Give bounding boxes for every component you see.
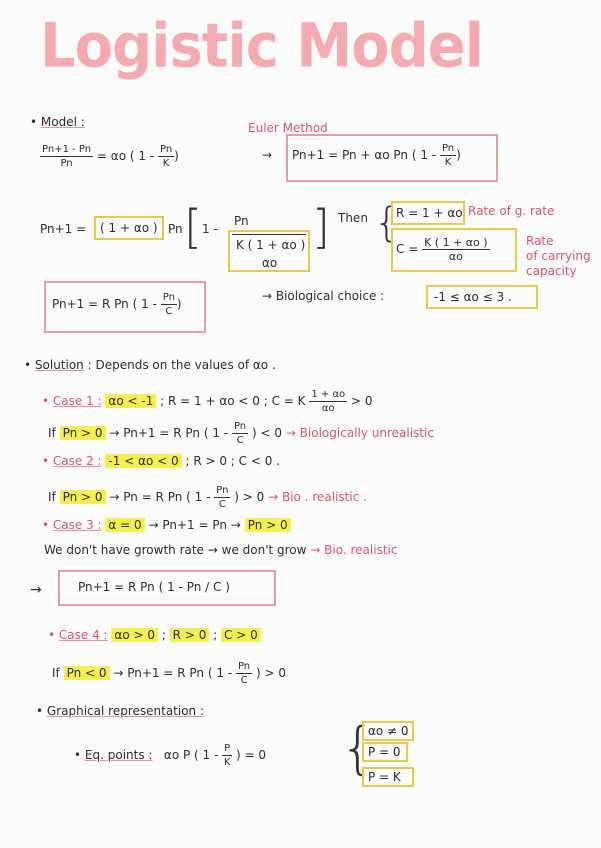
eq2-factor: ( 1 + αo ) bbox=[100, 221, 158, 235]
model-heading: • Model : bbox=[30, 115, 85, 129]
eq2-mid: Pn bbox=[168, 222, 183, 236]
eq-point-1: αo ≠ 0 bbox=[368, 724, 409, 738]
case1-if: If Pn > 0 → Pn+1 = R Pn ( 1 - $\frac{Pn}{C}$ ) < 0 → Biologically unrealistic bbox=[48, 421, 434, 446]
eq2-frac-line bbox=[232, 234, 306, 235]
case3-line2: We don't have growth rate → we don't grow → Bio. realistic bbox=[44, 543, 398, 557]
case1-line: • Case 1 : αo < -1 ; R = 1 + αo < 0 ; C = K $\frac{1 + \alpha o}{\alpha o}$ > 0 bbox=[42, 389, 373, 414]
then-label: Then bbox=[338, 211, 368, 225]
bio-choice-value: -1 ≤ αo ≤ 3 . bbox=[434, 290, 512, 304]
solution-heading: • Solution : Depends on the values of αo . bbox=[24, 358, 276, 372]
eq2-one-minus: 1 - bbox=[202, 222, 218, 236]
case3-arrow: → bbox=[30, 582, 42, 598]
eq2-left-bracket: [ bbox=[184, 200, 202, 254]
then-brace: { bbox=[374, 200, 400, 246]
c-def: C = $\frac{K ( 1 + \alpha o )}{\alpha o}$ bbox=[396, 236, 488, 263]
model-eq2-left: Pn+1 = bbox=[40, 222, 87, 236]
model-eq1: $\frac{Pn+1 - Pn}{Pn}$ = αo ( 1 - $\frac{Pn}{K}$ ) bbox=[42, 144, 179, 169]
case4-line: • Case 4 : αo > 0 ; R > 0 ; C > 0 bbox=[48, 628, 261, 642]
eq2-right-bracket: ] bbox=[312, 200, 330, 254]
r-def: R = 1 + αo bbox=[396, 206, 463, 220]
euler-eq: Pn+1 = Pn + αo Pn ( 1 - $\frac{Pn}{K}$ ) bbox=[292, 143, 461, 168]
eq2-frac-num: Pn bbox=[234, 214, 249, 228]
eq3: Pn+1 = R Pn ( 1 - $\frac{Pn}{C}$ ) bbox=[52, 292, 182, 317]
page-title: Logistic Model bbox=[40, 11, 483, 82]
eq-points-line: • Eq. points : αo P ( 1 - $\frac{P}{K}$ ) = 0 bbox=[74, 743, 266, 768]
euler-arrow: → bbox=[262, 148, 273, 162]
bio-choice-label: → Biological choice : bbox=[262, 289, 385, 303]
case3-boxed: Pn+1 = R Pn ( 1 - Pn / C ) bbox=[78, 580, 230, 594]
euler-label: Euler Method bbox=[248, 121, 328, 135]
c-label-2: of carrying bbox=[526, 249, 591, 263]
case3-line: • Case 3 : α = 0 → Pn+1 = Pn → Pn > 0 bbox=[42, 518, 291, 532]
case2-line: • Case 2 : -1 < αo < 0 ; R > 0 ; C < 0 . bbox=[42, 454, 280, 468]
eq2-frac-den-bot: αo bbox=[262, 256, 278, 270]
eq-points-brace: { bbox=[340, 716, 376, 781]
eq-point-3: P = K bbox=[368, 770, 401, 784]
eq-point-2: P = 0 bbox=[368, 745, 401, 759]
case4-if: If Pn < 0 → Pn+1 = R Pn ( 1 - $\frac{Pn}{C}$ ) > 0 bbox=[52, 661, 286, 686]
r-label: Rate of g. rate bbox=[468, 204, 555, 218]
eq2-frac-den-top: K ( 1 + αo ) bbox=[236, 238, 306, 252]
case2-if: If Pn > 0 → Pn = R Pn ( 1 - $\frac{Pn}{C}$ ) > 0 → Bio . realistic . bbox=[48, 485, 367, 510]
c-label-3: capacity bbox=[526, 264, 577, 278]
c-label-1: Rate bbox=[526, 234, 554, 248]
graphical-heading: • Graphical representation : bbox=[36, 704, 205, 718]
